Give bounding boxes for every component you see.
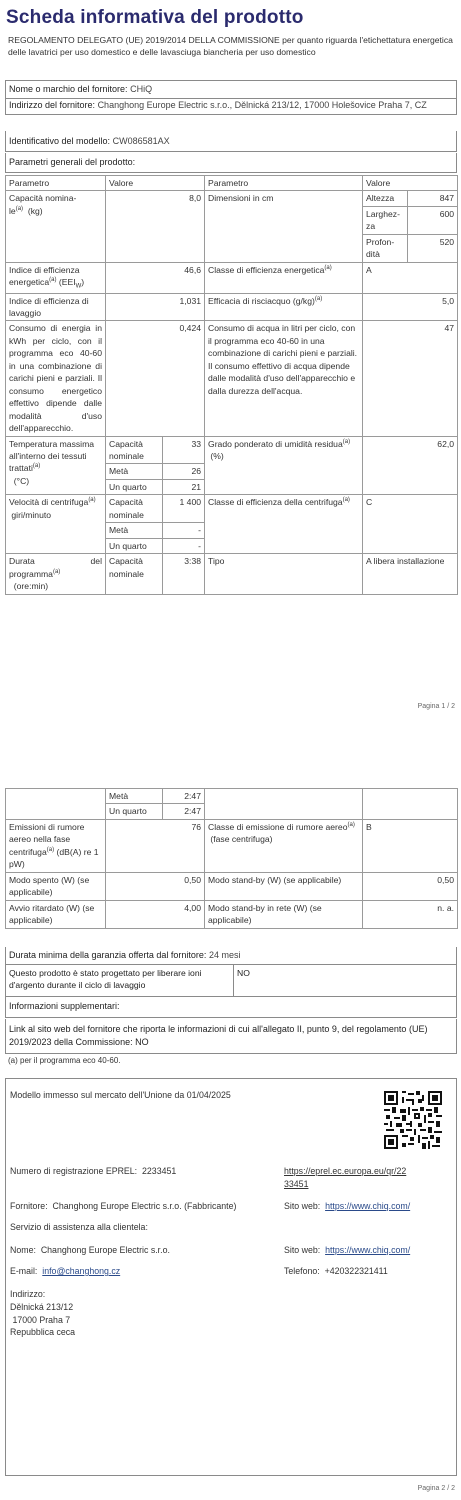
website-label: Sito web:	[284, 1201, 321, 1211]
phone-label: Telefono:	[284, 1266, 320, 1276]
header-param-2: Parametro	[205, 176, 363, 191]
model-label: Identificativo del modello:	[9, 136, 111, 146]
address-block	[10, 1288, 75, 1339]
params-table	[5, 175, 458, 595]
header-value-2: Valore	[363, 176, 458, 191]
eprel-row	[10, 1165, 176, 1178]
page-1	[0, 0, 461, 720]
regulation-intro: REGOLAMENTO DELEGATO (UE) 2019/2014 DELLA COMMISSIONE per quanto riguarda l'etichettatura energetica delle lavatrici per uso domestico e delle lavasciuga biancheria per uso domestico	[8, 35, 453, 58]
header-param: Parametro	[6, 176, 106, 191]
spin-speed-label: Velocità di centrifuga$^{(a)}$ giri/minuto	[6, 495, 106, 554]
width-label: Larghez-za	[363, 206, 408, 234]
service-website-label: Sito web:	[284, 1245, 321, 1255]
rinse-label: Efficacia di risciacquo $(g/kg)^{(a)}$	[205, 293, 363, 321]
service-website-link[interactable]: https://www.chiq.com/	[325, 1245, 411, 1255]
spin-quarter-value: -	[163, 538, 205, 553]
address-label: Indirizzo:	[10, 1289, 46, 1299]
header-value: Valore	[106, 176, 205, 191]
type-value: A libera installazione	[363, 554, 458, 594]
energy-consumption-value: 0,424	[106, 321, 205, 436]
energy-class-value: A	[363, 262, 458, 293]
depth-label: Profon-dità	[363, 234, 408, 262]
washing-index-value: 1,031	[106, 293, 205, 321]
duration-cont-label	[6, 789, 106, 820]
address-line-3: Repubblica ceca	[10, 1327, 76, 1338]
page-2	[0, 770, 461, 1500]
noise-class-value: B	[363, 819, 458, 872]
water-consumption-label: Consumo di acqua in litri per ciclo, con il programma eco 40-60 in una combinazione di carichi pieni e parziali. Il consumo effettivo di acqua dipende dalle modalità d'uso dell'apparecchio e dalla durezza dell'acqua.	[205, 321, 363, 436]
table-row	[6, 789, 458, 804]
phone-row	[284, 1265, 388, 1278]
temp-rated-label: Capacità nominale	[106, 436, 163, 464]
supplier-address-value: Changhong Europe Electric s.r.o., Dělnická 213/12, 17000 Holešovice Praha 7, CZ	[97, 100, 427, 110]
temp-half-value: 26	[163, 464, 205, 479]
table-header-row	[6, 176, 458, 191]
spin-class-value: C	[363, 495, 458, 554]
off-mode-value: 0,50	[106, 872, 205, 900]
height-label: Altezza	[363, 191, 408, 206]
model-row	[5, 131, 457, 152]
model-value: CW086581AX	[112, 136, 170, 146]
table-row	[6, 819, 458, 872]
spin-class-label: Classe di efficienza della centrifuga$^{(a)}$	[205, 495, 363, 554]
water-consumption-value: 47	[363, 321, 458, 436]
network-standby-label: Modo stand-by in rete (W) (se applicabile)	[205, 900, 363, 928]
temp-quarter-label: Un quarto	[106, 479, 163, 494]
duration-rated-value: 3:38	[163, 554, 205, 594]
eei-value: 46,6	[106, 262, 205, 293]
eprel-link[interactable]: https://eprel.ec.europa.eu/qr/22 33451	[284, 1166, 407, 1189]
service-website-row	[284, 1244, 410, 1257]
duration-rated-label: Capacità nominale	[106, 554, 163, 594]
standby-value: 0,50	[363, 872, 458, 900]
warranty-label: Durata minima della garanzia offerta dal fornitore:	[9, 950, 207, 960]
temp-half-label: Metà	[106, 464, 163, 479]
supplier-value: Changhong Europe Electric s.r.o. (Fabbricante)	[52, 1201, 237, 1211]
delay-start-label: Avvio ritardato (W) (se applicabile)	[6, 900, 106, 928]
type-cont-value	[363, 789, 458, 820]
email-link[interactable]: info@changhong.cz	[42, 1266, 121, 1276]
delay-start-value: 4,00	[106, 900, 205, 928]
noise-label: Emissioni di rumore aereo nella fase centrifuga$^{(a)}$ (dB(A) re 1 pW)	[6, 819, 106, 872]
temp-quarter-value: 21	[163, 479, 205, 494]
supplier-name-label: Nome o marchio del fornitore:	[9, 84, 128, 94]
silver-ions-value: NO	[237, 968, 250, 978]
spin-rated-value: 1 400	[163, 495, 205, 523]
moisture-label: Grado ponderato di umidità residua$^{(a)}$ (%)	[205, 436, 363, 495]
supplementary-text: Link al sito web del fornitore che riporta le informazioni di cui all'allegato II, punto 9, del regolamento (UE) 2019/2023 della Commissione:	[9, 1024, 428, 1048]
supplier-row	[10, 1200, 236, 1213]
supplementary-label-row	[5, 997, 457, 1018]
table-row	[6, 321, 458, 436]
table-row	[6, 262, 458, 293]
general-params-row	[5, 153, 457, 173]
table-row	[6, 436, 458, 464]
noise-value: 76	[106, 819, 205, 872]
warranty-row	[5, 947, 457, 965]
service-name-value: Changhong Europe Electric s.r.o.	[40, 1245, 170, 1255]
supplier-info-box	[5, 1078, 457, 1476]
moisture-value: 62,0	[363, 436, 458, 495]
table-row	[6, 900, 458, 928]
eprel-number: 2233451	[142, 1166, 177, 1176]
footnote: (a) per il programma eco 40-60.	[8, 1056, 121, 1065]
email-row	[10, 1265, 120, 1278]
supplier-address-label: Indirizzo del fornitore:	[9, 100, 96, 110]
warranty-value: 24 mesi	[208, 950, 241, 960]
service-name-row	[10, 1244, 170, 1257]
table-row	[6, 872, 458, 900]
depth-value: 520	[408, 234, 458, 262]
market-date: Modello immesso sul mercato dell'Unione da 01/04/2025	[10, 1090, 231, 1100]
table-row	[6, 495, 458, 523]
capacity-label: Capacità nomina- $le^{(a)}$ (kg)	[6, 191, 106, 262]
energy-class-label: Classe di efficienza energetica$^{(a)}$	[205, 262, 363, 293]
params-table-continued	[5, 788, 458, 929]
duration-quarter-value: 2:47	[163, 804, 205, 819]
spin-half-label: Metà	[106, 523, 163, 538]
website-link[interactable]: https://www.chiq.com/	[325, 1201, 411, 1211]
washing-index-label: Indice di efficienza di lavaggio	[6, 293, 106, 321]
duration-quarter-label: Un quarto	[106, 804, 163, 819]
silver-ions-row	[5, 965, 457, 997]
supplementary-value: NO	[135, 1037, 149, 1048]
supplementary-text-row	[5, 1019, 457, 1054]
service-label: Servizio di assistenza alla clientela:	[10, 1222, 148, 1232]
duration-label: Durata del programma$^{(a)}$ (ore:min)	[6, 554, 106, 594]
rinse-value: 5,0	[363, 293, 458, 321]
table-row	[6, 554, 458, 594]
standby-label: Modo stand-by (W) (se applicabile)	[205, 872, 363, 900]
general-params-label: Parametri generali del prodotto:	[9, 157, 136, 167]
height-value: 847	[408, 191, 458, 206]
duration-half-value: 2:47	[163, 789, 205, 804]
spin-quarter-label: Un quarto	[106, 538, 163, 553]
supplier-label: Fornitore:	[10, 1201, 48, 1211]
supplier-name-value: CHiQ	[130, 84, 153, 94]
table-row	[6, 293, 458, 321]
address-line-1: Dělnická 213/12	[10, 1301, 74, 1312]
table-row	[6, 191, 458, 206]
page-title: Scheda informativa del prodotto	[6, 7, 304, 28]
dimensions-label: Dimensioni in cm	[205, 191, 363, 262]
capacity-value: 8,0	[106, 191, 205, 262]
silver-ions-label: Questo prodotto è stato progettato per liberare ioni d'argento durante il ciclo di lavaggio	[6, 965, 234, 996]
supplementary-label: Informazioni supplementari:	[9, 1001, 120, 1011]
spin-rated-label: Capacità nominale	[106, 495, 163, 523]
network-standby-value: n. a.	[363, 900, 458, 928]
page-number-2: Pagina 2 / 2	[417, 1485, 455, 1492]
phone-value: +420322321411	[324, 1266, 388, 1276]
page-number-1: Pagina 1 / 2	[417, 703, 455, 710]
eprel-label: Numero di registrazione EPREL:	[10, 1166, 138, 1176]
off-mode-label: Modo spento (W) (se applicabile)	[6, 872, 106, 900]
supplier-address-row	[5, 97, 457, 115]
duration-half-label: Metà	[106, 789, 163, 804]
temperature-label: Temperatura massima all'interno dei tessuti trattati$^{(a)}$ (°C)	[6, 436, 106, 495]
eei-label: Indice di efficienza energetica$^{(a)}$ $(EEI_W)$	[6, 262, 106, 293]
email-label: E-mail:	[10, 1266, 38, 1276]
temp-rated-value: 33	[163, 436, 205, 464]
type-cont	[205, 789, 363, 820]
service-name-label: Nome:	[10, 1245, 36, 1255]
spin-half-value: -	[163, 523, 205, 538]
width-value: 600	[408, 206, 458, 234]
energy-consumption-label: Consumo di energia in kWh per ciclo, con il programma eco 40-60 in una combinazione di carichi pieni e parziali. Il consumo energetico effettivo dipende dalle modalità d'uso dell'apparecchio.	[6, 321, 106, 436]
qr-code-icon	[384, 1091, 442, 1149]
address-line-2: 17000 Praha 7	[12, 1314, 71, 1325]
website-row	[284, 1200, 410, 1213]
noise-class-label: Classe di emissione di rumore aereo$^{(a)}$ (fase centrifuga)	[205, 819, 363, 872]
type-label: Tipo	[205, 554, 363, 594]
